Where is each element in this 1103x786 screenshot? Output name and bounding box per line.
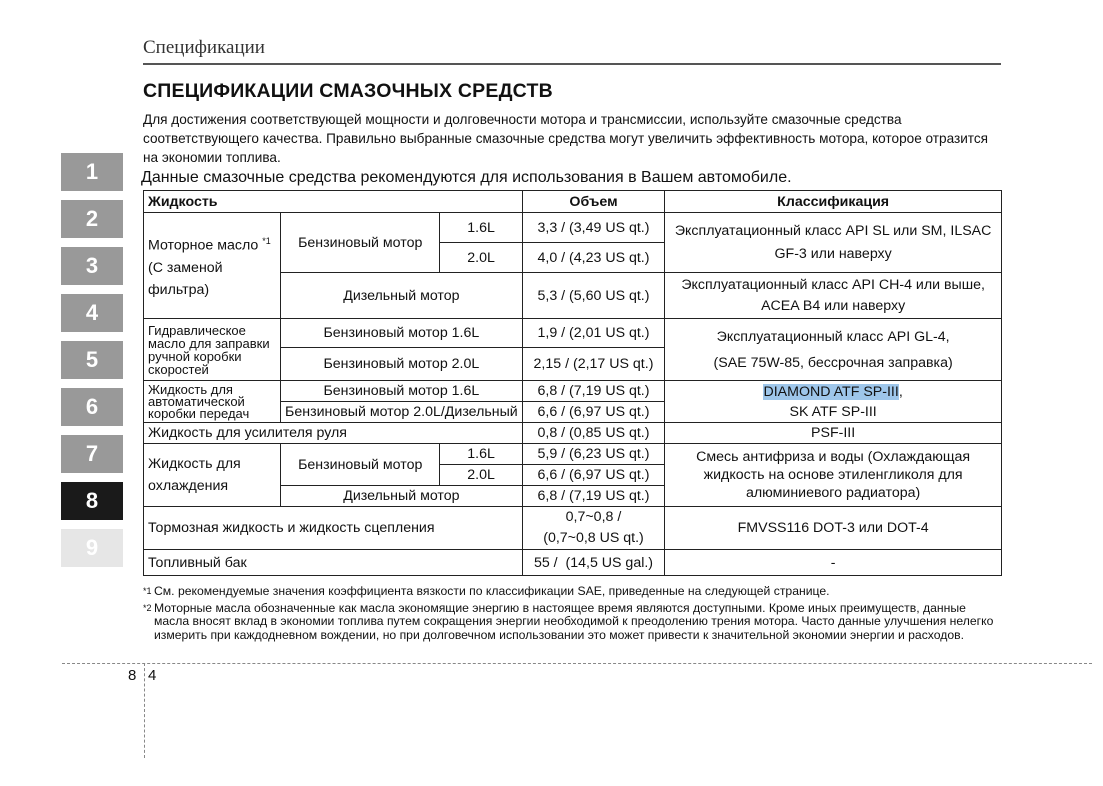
manual-trans-name: Гидравлическое масло для заправки ручной коробки скоростей [144,319,281,381]
lead-sentence: Данные смазочные средства рекомендуются для использования в Вашем автомобиле. [141,169,792,186]
coolant-vol-2-0l: 6,6 / (6,97 US qt.) [522,465,665,486]
steering-fluid-name: Жидкость для усилителя руля [144,423,523,444]
chapter-tab-9[interactable]: 9 [61,529,123,567]
footnotes [143,585,1003,645]
manual-trans-2-0l: Бензиновый мотор 2.0L [281,348,523,381]
manual-trans-vol-1-6l: 1,9 / (2,01 US qt.) [522,319,665,348]
engine-oil-vol-diesel: 5,3 / (5,60 US qt.) [522,273,665,319]
table-row [144,381,1002,402]
engine-oil-gas-class: Эксплуатационный класс API SL или SM, ILSAC GF-3 или наверху [665,213,1002,273]
chapter-tab-8-active[interactable]: 8 [61,482,123,520]
header-fluid: Жидкость [144,191,523,213]
engine-oil-name: Моторное масло $^{*1}$ (С заменой фильтра) [144,213,281,319]
brake-fluid-vol: 0,7~0,8 / (0,7~0,8 US qt.) [522,507,665,550]
table-row [144,213,1002,243]
page-header-title: Спецификации [143,37,265,58]
auto-trans-vol-2-0l: 6,6 / (6,97 US qt.) [522,402,665,423]
table-row [144,319,1002,348]
chapter-tab-7[interactable]: 7 [61,435,123,473]
chapter-tab-2[interactable]: 2 [61,200,123,238]
engine-oil-vol-2-0l: 4,0 / (4,23 US qt.) [522,243,665,273]
footer-dashed-rule [62,663,1092,664]
fuel-tank-class: - [665,550,1002,576]
engine-oil-2-0l: 2.0L [440,243,522,273]
brake-fluid-class: FMVSS116 DOT-3 или DOT-4 [665,507,1002,550]
brake-fluid-name: Тормозная жидкость и жидкость сцепления [144,507,523,550]
header-volume: Объем [522,191,665,213]
footnote-1: *1 См. рекомендуемые значения коэффициента вязкости по классификации SAE, приведенные на следующей странице. [143,584,830,598]
page-number: 4 [148,667,157,684]
table-row [144,423,1002,444]
manual-trans-1-6l: Бензиновый мотор 1.6L [281,319,523,348]
engine-oil-gasoline: Бензиновый мотор [281,213,440,273]
table-row [144,444,1002,465]
auto-trans-name: Жидкость для автоматической коробки передач [144,381,281,423]
engine-oil-1-6l: 1.6L [440,213,522,243]
table-row [144,550,1002,576]
steering-fluid-vol: 0,8 / (0,85 US qt.) [522,423,665,444]
chapter-tab-6[interactable]: 6 [61,388,123,426]
page-chapter-number: 8 [128,667,137,684]
coolant-class: Смесь антифриза и воды (Охлаждающая жидкость на основе этиленгликоля для алюминиевого радиатора) [665,444,1002,507]
chapter-tab-4[interactable]: 4 [61,294,123,332]
highlighted-text: DIAMOND ATF SP-III [763,383,899,400]
chapter-tab-5[interactable]: 5 [61,341,123,379]
auto-trans-class: DIAMOND ATF SP-III, SK ATF SP-III [665,381,1002,423]
fuel-tank-vol: 55 / (14,5 US gal.) [522,550,665,576]
footnote-2: *2 Моторные масла обозначенные как масла экономящие энергию в настоящее время являются доступными. Кроме иных преимуществ, данные масла вносят вклад в экономии топлива путем сокращения энергии необходимой к преодолению трения мотора. Часто данные улучшения нелегко измерить при каждодневном вождении, но при долговечном использовании это может привести к значительной экономии энергии и расходов. [143,600,994,642]
chapter-tab-3[interactable]: 3 [61,247,123,285]
intro-paragraph: Для достижения соответствующей мощности и долговечности мотора и трансмиссии, используйте смазочные средства соответствующего качества. Правильно выбранные смазочные средства могут увеличить эффективность мотора, которое отразится на экономии топлива. [143,112,989,165]
coolant-diesel: Дизельный мотор [281,486,523,507]
section-title: СПЕЦИФИКАЦИИ СМАЗОЧНЫХ СРЕДСТВ [143,80,553,102]
engine-oil-diesel: Дизельный мотор [281,273,523,319]
table-header-row [144,191,1002,213]
auto-trans-1-6l: Бензиновый мотор 1.6L [281,381,523,402]
coolant-vol-diesel: 6,8 / (7,19 US qt.) [522,486,665,507]
lubricant-spec-table [143,190,1002,576]
engine-oil-diesel-class: Эксплуатационный класс API CH-4 или выше, ACEA B4 или наверху [665,273,1002,319]
fuel-tank-name: Топливный бак [144,550,523,576]
coolant-gasoline: Бензиновый мотор [281,444,440,486]
auto-trans-vol-1-6l: 6,8 / (7,19 US qt.) [522,381,665,402]
auto-trans-2-0l-diesel: Бензиновый мотор 2.0L/Дизельный [281,402,523,423]
manual-trans-class: Эксплуатационный класс API GL-4, (SAE 75W-85, бессрочная заправка) [665,319,1002,381]
header-divider [143,63,1001,65]
manual-trans-vol-2-0l: 2,15 / (2,17 US qt.) [522,348,665,381]
coolant-name: Жидкость для охлаждения [144,444,281,507]
coolant-vol-1-6l: 5,9 / (6,23 US qt.) [522,444,665,465]
header-classification: Классификация [665,191,1002,213]
coolant-2-0l: 2.0L [440,465,522,486]
chapter-tab-1[interactable]: 1 [61,153,123,191]
steering-fluid-class: PSF-III [665,423,1002,444]
engine-oil-vol-1-6l: 3,3 / (3,49 US qt.) [522,213,665,243]
footer-dashed-separator [144,663,145,758]
table-row [144,507,1002,550]
coolant-1-6l: 1.6L [440,444,522,465]
